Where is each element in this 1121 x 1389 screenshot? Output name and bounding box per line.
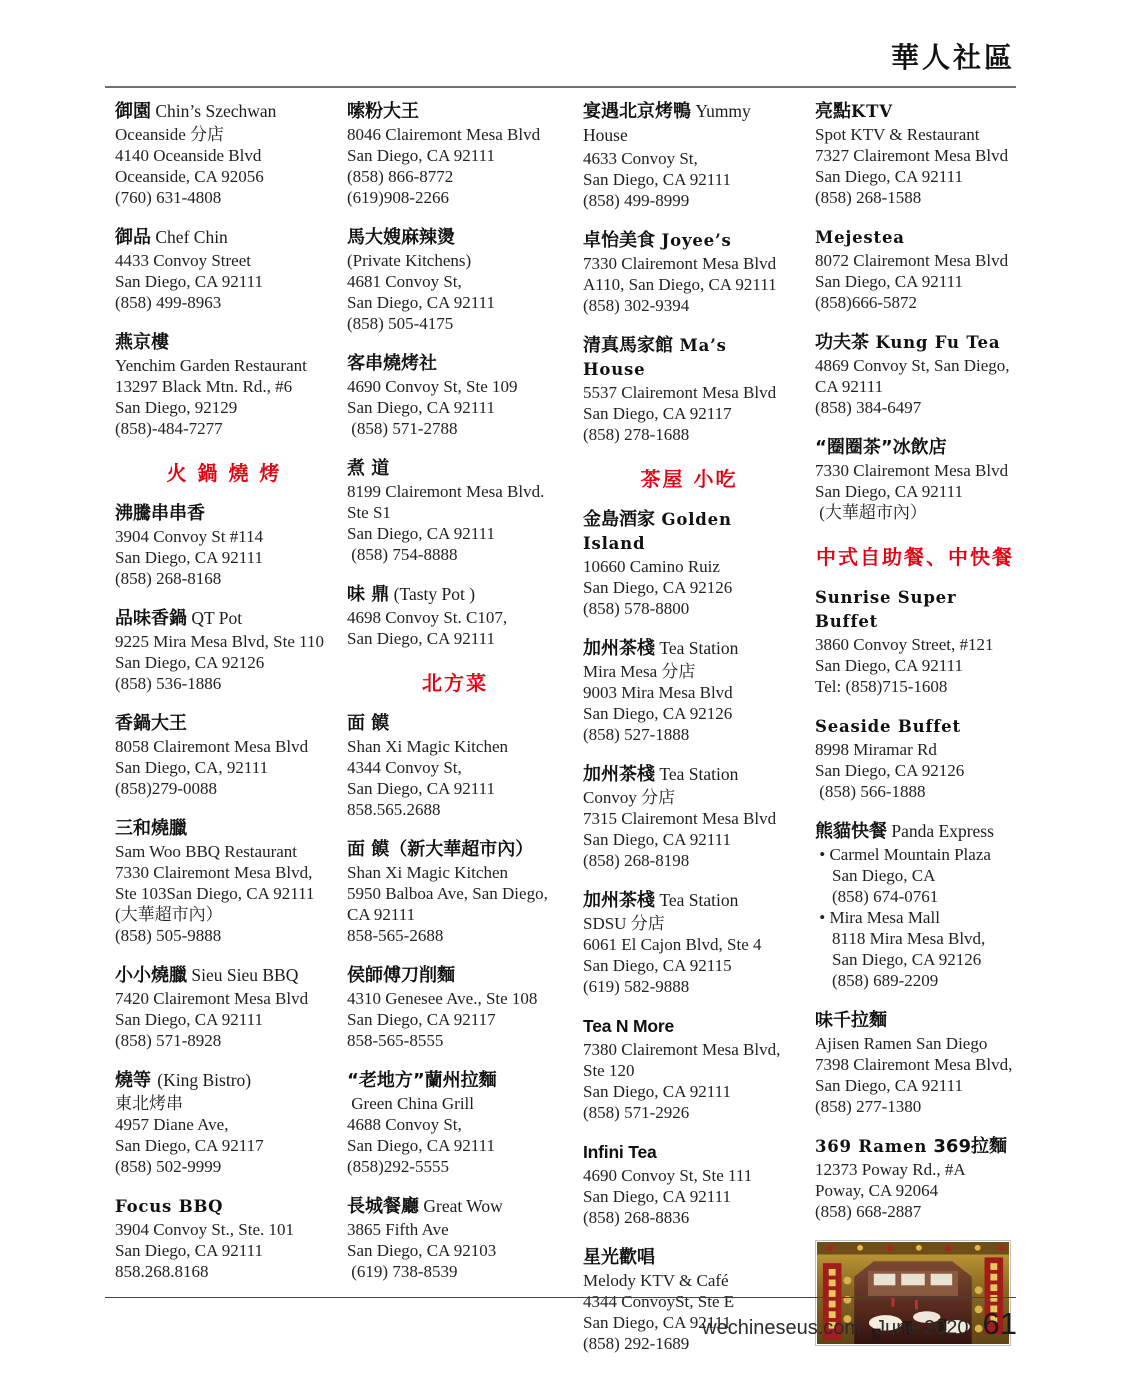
listing-line: 7327 Clairemont Mesa Blvd xyxy=(815,146,1009,165)
listing-line: 4688 Convoy St, xyxy=(347,1115,462,1134)
listing xyxy=(815,331,1015,418)
listing-line: (858) 505-4175 xyxy=(347,314,454,333)
listing-title-part: Infini Tea xyxy=(583,1142,657,1162)
listing-line: • Carmel Mountain Plaza xyxy=(815,845,991,864)
listing xyxy=(815,226,1015,313)
listing-line: (619)908-2266 xyxy=(347,188,449,207)
listing-title xyxy=(347,226,563,250)
listing-title-part: 亮點 xyxy=(815,101,851,122)
listing xyxy=(115,1069,333,1177)
columns xyxy=(115,100,1015,1372)
listing-line: 7398 Clairemont Mesa Blvd, xyxy=(815,1055,1013,1074)
listing-title-part: 馬大嫂麻辣燙 xyxy=(347,227,455,248)
listing-title-part: 369 Ramen xyxy=(815,1137,928,1156)
listing xyxy=(815,586,1015,697)
listing xyxy=(815,1009,1015,1117)
listing-title xyxy=(347,712,563,736)
listing-title xyxy=(815,586,1015,634)
listing-line: San Diego, CA 92111 xyxy=(815,656,963,675)
listing-title-part: 品味香鍋 xyxy=(115,608,187,629)
listing-line: San Diego, CA 92117 xyxy=(347,1010,496,1029)
column xyxy=(115,100,333,1300)
listing-title xyxy=(347,1069,563,1093)
listing-line: (858) 277-1380 xyxy=(815,1097,922,1116)
listing-line: San Diego, CA 92111 xyxy=(347,524,495,543)
listing-line: San Diego, CA 92111 xyxy=(583,1082,731,1101)
listing-title-part: QT Pot xyxy=(187,608,243,628)
listing-title xyxy=(347,100,563,124)
listing-title xyxy=(583,763,795,787)
listing-title xyxy=(347,838,563,862)
listing-title xyxy=(347,352,563,376)
listing-title-part: Chin’s Szechwan xyxy=(151,101,277,121)
listing xyxy=(815,436,1015,523)
listing-title-part: 加州茶棧 xyxy=(583,890,655,911)
listing-line: 858-565-8555 xyxy=(347,1031,444,1050)
listing-line: Spot KTV & Restaurant xyxy=(815,125,980,144)
listing-line: Melody KTV & Café xyxy=(583,1271,729,1290)
listing-line: (858) 571-2926 xyxy=(583,1103,690,1122)
listing-line: Shan Xi Magic Kitchen xyxy=(347,863,508,882)
listing-line: 7330 Clairemont Mesa Blvd, xyxy=(115,863,313,882)
listing-title-part: 熊貓快餐 xyxy=(815,821,887,842)
listing-line: 4433 Convoy Street xyxy=(115,251,251,270)
listing-line: 3904 Convoy St #114 xyxy=(115,527,264,546)
listing xyxy=(347,100,563,208)
listing-line: (858) 502-9999 xyxy=(115,1157,222,1176)
listing-title xyxy=(815,436,1015,460)
listing-line: 8998 Miramar Rd xyxy=(815,740,937,759)
listing-line: (858) 268-8168 xyxy=(115,569,222,588)
listing-title-part: 面 饃（新大華超市內） xyxy=(347,839,534,860)
listing-title xyxy=(583,1246,795,1270)
listing-line: (大華超市內） xyxy=(115,905,223,924)
section-heading: 茶屋 小吃 xyxy=(640,467,738,491)
listing-line: (858) 499-8999 xyxy=(583,191,690,210)
listing-title-part: 煮 道 xyxy=(347,458,390,479)
listing-line: Yenchim Garden Restaurant xyxy=(115,356,307,375)
listing xyxy=(115,502,333,589)
listing-line: (858) 292-1689 xyxy=(583,1334,690,1353)
listing-line: 3904 Convoy St., Ste. 101 xyxy=(115,1220,294,1239)
listing-line: 8072 Clairemont Mesa Blvd xyxy=(815,251,1009,270)
listing-title-part: 加州茶棧 xyxy=(583,764,655,785)
listing-line: 8199 Clairemont Mesa Blvd. xyxy=(347,482,545,501)
listing-line: (858) 866-8772 xyxy=(347,167,454,186)
listing-line: 7330 Clairemont Mesa Blvd xyxy=(815,461,1009,480)
listing-title xyxy=(115,331,333,355)
listing-title-part: 燕京樓 xyxy=(115,332,169,353)
listing-title-part: 清真馬家館 xyxy=(583,335,673,356)
listing xyxy=(583,763,795,871)
listing-title-part: Joyee’s xyxy=(655,231,732,250)
listing-line: 4140 Oceanside Blvd xyxy=(115,146,262,165)
listing-title-part: 宴遇北京烤鴨 xyxy=(583,101,691,122)
listing-title-part: “圈圈茶”冰飲店 xyxy=(815,437,947,458)
listing-line: San Diego, CA 92117 xyxy=(583,404,732,423)
listing-title-part: 卓怡美食 xyxy=(583,230,655,251)
listing-line: (858) 268-1588 xyxy=(815,188,922,207)
listing-line: (大華超市內） xyxy=(815,503,927,522)
listing xyxy=(115,100,333,208)
listing-line: 東北烤串 xyxy=(115,1094,183,1113)
listing-title-part: 面 饃 xyxy=(347,713,390,734)
listing-line: 3865 Fifth Ave xyxy=(347,1220,449,1239)
listing-line: San Diego, CA 92111 xyxy=(583,830,731,849)
listing-title-part: 御園 xyxy=(115,101,151,122)
listing-title xyxy=(347,1195,563,1219)
listing-line: 9225 Mira Mesa Blvd, Ste 110 xyxy=(115,632,325,651)
listing-title xyxy=(583,889,795,913)
listing xyxy=(583,1141,795,1228)
listing-line: (Private Kitchens) xyxy=(347,251,472,270)
listing-title-part: 長城餐廳 xyxy=(347,1196,419,1217)
listing-line: Ste S1 xyxy=(347,503,391,522)
listing-line: Mira Mesa 分店 xyxy=(583,662,696,681)
listing-title-part: Kung Fu Tea xyxy=(869,333,1001,352)
listing xyxy=(815,715,1015,802)
listing-title xyxy=(347,457,563,481)
listing-title xyxy=(815,226,1015,250)
listing-line: San Diego, 92129 xyxy=(115,398,238,417)
listing-line: (858) 674-0761 xyxy=(815,887,939,906)
listing-line: (858) 571-8928 xyxy=(115,1031,222,1050)
listing-line: 13297 Black Mtn. Rd., #6 xyxy=(115,377,293,396)
listing-line: (858) 689-2209 xyxy=(815,971,939,990)
listing-line: 7330 Clairemont Mesa Blvd xyxy=(583,254,777,273)
listing-line: 7315 Clairemont Mesa Blvd xyxy=(583,809,777,828)
listing-line: (858)279-0088 xyxy=(115,779,217,798)
listing-line: San Diego, CA 92111 xyxy=(347,779,495,798)
listing-line: (858) 499-8963 xyxy=(115,293,222,312)
listing-line: (619) 738-8539 xyxy=(347,1262,458,1281)
listing-title-part: 加州茶棧 xyxy=(583,638,655,659)
listing-title-part: 香鍋大王 xyxy=(115,713,187,734)
listing-title-part: 侯師傅刀削麵 xyxy=(347,965,455,986)
listing-line: 4957 Diane Ave, xyxy=(115,1115,229,1134)
listing-line: Oceanside 分店 xyxy=(115,125,225,144)
listing xyxy=(347,712,563,820)
listing-line: SDSU 分店 xyxy=(583,914,665,933)
listing-line: 4344 ConvoySt, Ste E xyxy=(583,1292,735,1311)
listing xyxy=(583,334,795,445)
listing-line: 4344 Convoy St, xyxy=(347,758,462,777)
listing-title xyxy=(815,1009,1015,1033)
listing-title xyxy=(583,334,795,382)
listing xyxy=(583,889,795,997)
listing-line: San Diego, CA 92111 xyxy=(583,1187,731,1206)
listing-line: 4690 Convoy St, Ste 111 xyxy=(583,1166,753,1185)
listing-line: 858.268.8168 xyxy=(115,1262,209,1281)
listing-line: San Diego, CA 92111 xyxy=(115,272,263,291)
listing-title-part: 小小燒臘 xyxy=(115,965,187,986)
listing-line: San Diego, CA 92111 xyxy=(115,1010,263,1029)
listing-title xyxy=(583,100,795,148)
listing-line: Oceanside, CA 92056 xyxy=(115,167,264,186)
footer-website: wechineseus.com xyxy=(702,1317,862,1339)
listing xyxy=(347,838,563,946)
listing xyxy=(815,100,1015,208)
listing-title-part: Seaside Buffet xyxy=(815,717,961,736)
column xyxy=(347,100,563,1300)
listing xyxy=(815,820,1015,991)
listing-line: (858) 384-6497 xyxy=(815,398,922,417)
listing-title xyxy=(583,508,795,556)
listing-line: Poway, CA 92064 xyxy=(815,1181,939,1200)
listing-line: 4681 Convoy St, xyxy=(347,272,462,291)
listing-title-part: Golden Island xyxy=(583,510,732,553)
listing-line: San Diego, CA 92103 xyxy=(347,1241,497,1260)
listing xyxy=(115,331,333,439)
listing xyxy=(583,100,795,211)
listing-title-part: Tea Station xyxy=(655,764,739,784)
listing xyxy=(347,964,563,1051)
listing-line: San Diego, CA 92111 xyxy=(115,548,263,567)
listing-title-part: 沸騰串串香 xyxy=(115,503,205,524)
listing-line: (858) 278-1688 xyxy=(583,425,690,444)
listing-title xyxy=(115,964,333,988)
listing-title xyxy=(815,100,1015,124)
listing-line: (858) 578-8800 xyxy=(583,599,690,618)
listing xyxy=(347,352,563,439)
listing-line: 8118 Mira Mesa Blvd, xyxy=(815,929,986,948)
listing-line: (858) 754-8888 xyxy=(347,545,458,564)
listing-title-part: 客串燒烤社 xyxy=(347,353,437,374)
listing-line: (858) 571-2788 xyxy=(347,419,458,438)
listing-title-part: 功夫茶 xyxy=(815,332,869,353)
listing xyxy=(347,226,563,334)
listing-title-part: 味 鼎 xyxy=(347,584,390,605)
listing-line: (858) 268-8836 xyxy=(583,1208,690,1227)
listing-line: 5537 Clairemont Mesa Blvd xyxy=(583,383,777,402)
footer-date: June 2020 xyxy=(875,1317,969,1339)
footer-divider xyxy=(105,1297,1016,1298)
listing-line: 12373 Poway Rd., #A xyxy=(815,1160,966,1179)
listing xyxy=(115,607,333,694)
listing xyxy=(347,457,563,565)
listing-line: 9003 Mira Mesa Blvd xyxy=(583,683,733,702)
section-heading: 中式自助餐、中快餐 xyxy=(816,545,1014,569)
listing-title-part: Tea Station xyxy=(655,890,739,910)
listing xyxy=(583,1015,795,1123)
listing-line: (760) 631-4808 xyxy=(115,188,222,207)
listing-line: 7380 Clairemont Mesa Blvd, xyxy=(583,1040,781,1059)
listing-line: Ste 103San Diego, CA 92111 xyxy=(115,884,315,903)
listing-line: A110, San Diego, CA 92111 xyxy=(583,275,777,294)
listing-line: San Diego, CA 92126 xyxy=(115,653,265,672)
listing-line: Green China Grill xyxy=(347,1094,474,1113)
listing-title xyxy=(815,715,1015,739)
listing-line: 858-565-2688 xyxy=(347,926,444,945)
section-heading: 北方菜 xyxy=(422,671,488,695)
listing-title xyxy=(583,1141,795,1165)
listing-line: 10660 Camino Ruiz xyxy=(583,557,720,576)
header-divider xyxy=(105,86,1016,88)
column xyxy=(583,100,795,1372)
listing-line: San Diego, CA 92126 xyxy=(583,578,733,597)
listing-title xyxy=(115,607,333,631)
listing-title xyxy=(115,712,333,736)
listing-line: (858) 505-9888 xyxy=(115,926,222,945)
section-heading: 火 鍋 燒 烤 xyxy=(166,461,282,485)
listing-line: San Diego, CA 92111 xyxy=(347,146,495,165)
listing-title-part: Sunrise Super Buffet xyxy=(815,588,957,631)
listing-title xyxy=(115,1069,333,1093)
listing-title xyxy=(583,637,795,661)
listing-title-part: Sieu Sieu BBQ xyxy=(187,965,299,985)
listing-line: 6061 El Cajon Blvd, Ste 4 xyxy=(583,935,762,954)
listing-title-part: Chef Chin xyxy=(151,227,228,247)
listing-title-part: Mejestea xyxy=(815,228,905,247)
listing-line: San Diego, CA 92111 xyxy=(583,1313,731,1332)
listing-line: 4690 Convoy St, Ste 109 xyxy=(347,377,518,396)
listing-line: San Diego, CA 92115 xyxy=(583,956,732,975)
listing xyxy=(583,508,795,619)
listing-line: (858)292-5555 xyxy=(347,1157,449,1176)
listing-line: (858) 268-8198 xyxy=(583,851,690,870)
listing-title xyxy=(347,583,563,607)
listing xyxy=(347,583,563,649)
listing-title-part: (King Bistro) xyxy=(157,1070,252,1090)
listing xyxy=(583,637,795,745)
listing-line: San Diego, CA 92111 xyxy=(815,482,963,501)
listing-title xyxy=(583,1015,795,1039)
listing-line: San Diego, CA 92111 xyxy=(583,170,731,189)
listing-title xyxy=(115,226,333,250)
listing-line: San Diego, CA 92111 xyxy=(347,293,495,312)
listing xyxy=(583,229,795,316)
listing-title-part: 御品 xyxy=(115,227,151,248)
listing-title-part: 三和燒臘 xyxy=(115,818,187,839)
listing-line: San Diego, CA 92111 xyxy=(347,398,495,417)
listing-title-part: “老地方”蘭州拉麵 xyxy=(347,1070,497,1091)
listing-line: San Diego, CA 92111 xyxy=(347,1136,495,1155)
listing-title-part: (Tasty Pot ) xyxy=(389,584,476,604)
listing xyxy=(115,964,333,1051)
listing-title-part: Ma’s House xyxy=(583,336,727,379)
listing-line: San Diego, CA 92111 xyxy=(815,272,963,291)
listing-title xyxy=(115,502,333,526)
listing-line: (858) 566-1888 xyxy=(815,782,926,801)
listing-line: Tel: (858)715-1608 xyxy=(815,677,948,696)
listing-line: San Diego, CA 92126 xyxy=(815,761,965,780)
listing-title-part: Great Wow xyxy=(419,1196,503,1216)
listing-line: 8058 Clairemont Mesa Blvd xyxy=(115,737,309,756)
listing-line: 7420 Clairemont Mesa Blvd xyxy=(115,989,309,1008)
listing-line: San Diego, CA, 92111 xyxy=(115,758,269,777)
footer xyxy=(702,1306,1017,1342)
listing-title xyxy=(583,229,795,253)
listing-line: 4698 Convoy St. C107, xyxy=(347,608,508,627)
listing-line: 4310 Genesee Ave., Ste 108 xyxy=(347,989,538,1008)
listing-title-part: Focus BBQ xyxy=(115,1197,224,1216)
listing-line: CA 92111 xyxy=(347,905,416,924)
listing-title-part: 嗦粉大王 xyxy=(347,101,419,122)
listing-title xyxy=(815,1135,1015,1159)
listing-title-part: Tea N More xyxy=(583,1016,675,1036)
listing-title-part: Panda Express xyxy=(887,821,994,841)
listing-line: (858)-484-7277 xyxy=(115,419,223,438)
listing-title-part: Tea Station xyxy=(655,638,739,658)
listing-title xyxy=(115,1195,333,1219)
listing-line: Convoy 分店 xyxy=(583,788,676,807)
listing-line: San Diego, CA 92111 xyxy=(347,629,495,648)
footer-page-number: 61 xyxy=(982,1306,1017,1341)
listing-title xyxy=(815,331,1015,355)
listing xyxy=(815,1135,1015,1222)
listing-title-part: Yummy House xyxy=(583,101,751,145)
listing-title xyxy=(115,817,333,841)
page-title: 華人社區 xyxy=(890,41,1015,74)
listing-title-part: KTV xyxy=(851,102,893,121)
listing xyxy=(115,817,333,946)
listing-line: 858.565.2688 xyxy=(347,800,441,819)
listing xyxy=(347,1195,563,1282)
listing-line: 4633 Convoy St, xyxy=(583,149,698,168)
listing-line: 8046 Clairemont Mesa Blvd xyxy=(347,125,541,144)
listing-title-part: 燒等 xyxy=(115,1070,158,1091)
listing-line: San Diego, CA 92126 xyxy=(815,950,982,969)
listing-title xyxy=(115,100,333,124)
listing-line: San Diego, CA 92111 xyxy=(115,1241,263,1260)
listing xyxy=(115,712,333,799)
listing-line: San Diego, CA 92111 xyxy=(815,167,963,186)
listing-title-part: 星光歡唱 xyxy=(583,1247,655,1268)
listing-title-part: 金島酒家 xyxy=(583,509,655,530)
listing-title xyxy=(815,820,1015,844)
listing-line: Shan Xi Magic Kitchen xyxy=(347,737,508,756)
listing-line: (858)666-5872 xyxy=(815,293,917,312)
listing-line: • Mira Mesa Mall xyxy=(815,908,940,927)
listing-line: Sam Woo BBQ Restaurant xyxy=(115,842,298,861)
listing-line: San Diego, CA xyxy=(815,866,936,885)
listing xyxy=(115,1195,333,1282)
listing-line: (619) 582-9888 xyxy=(583,977,690,996)
listing xyxy=(115,226,333,313)
listing-line: San Diego, CA 92111 xyxy=(815,1076,963,1095)
listing-line: (858) 668-2887 xyxy=(815,1202,922,1221)
listing-line: (858) 527-1888 xyxy=(583,725,690,744)
listing-line: San Diego, CA 92126 xyxy=(583,704,733,723)
listing-title-part: 味千拉麵 xyxy=(815,1010,887,1031)
listing-title xyxy=(347,964,563,988)
listing-line: 3860 Convoy Street, #121 xyxy=(815,635,994,654)
listing-line: 5950 Balboa Ave, San Diego, xyxy=(347,884,548,903)
listing-line: 4869 Convoy St, San Diego, xyxy=(815,356,1010,375)
listing xyxy=(347,1069,563,1177)
listing-line: San Diego, CA 92117 xyxy=(115,1136,264,1155)
listing-line: (858) 536-1886 xyxy=(115,674,222,693)
listing-line: CA 92111 xyxy=(815,377,884,396)
listing-line: Ste 120 xyxy=(583,1061,635,1080)
listing-title-part: 369拉麵 xyxy=(927,1136,1007,1157)
column xyxy=(815,100,1015,1346)
listing-line: (858) 302-9394 xyxy=(583,296,690,315)
listing-line: Ajisen Ramen San Diego xyxy=(815,1034,988,1053)
